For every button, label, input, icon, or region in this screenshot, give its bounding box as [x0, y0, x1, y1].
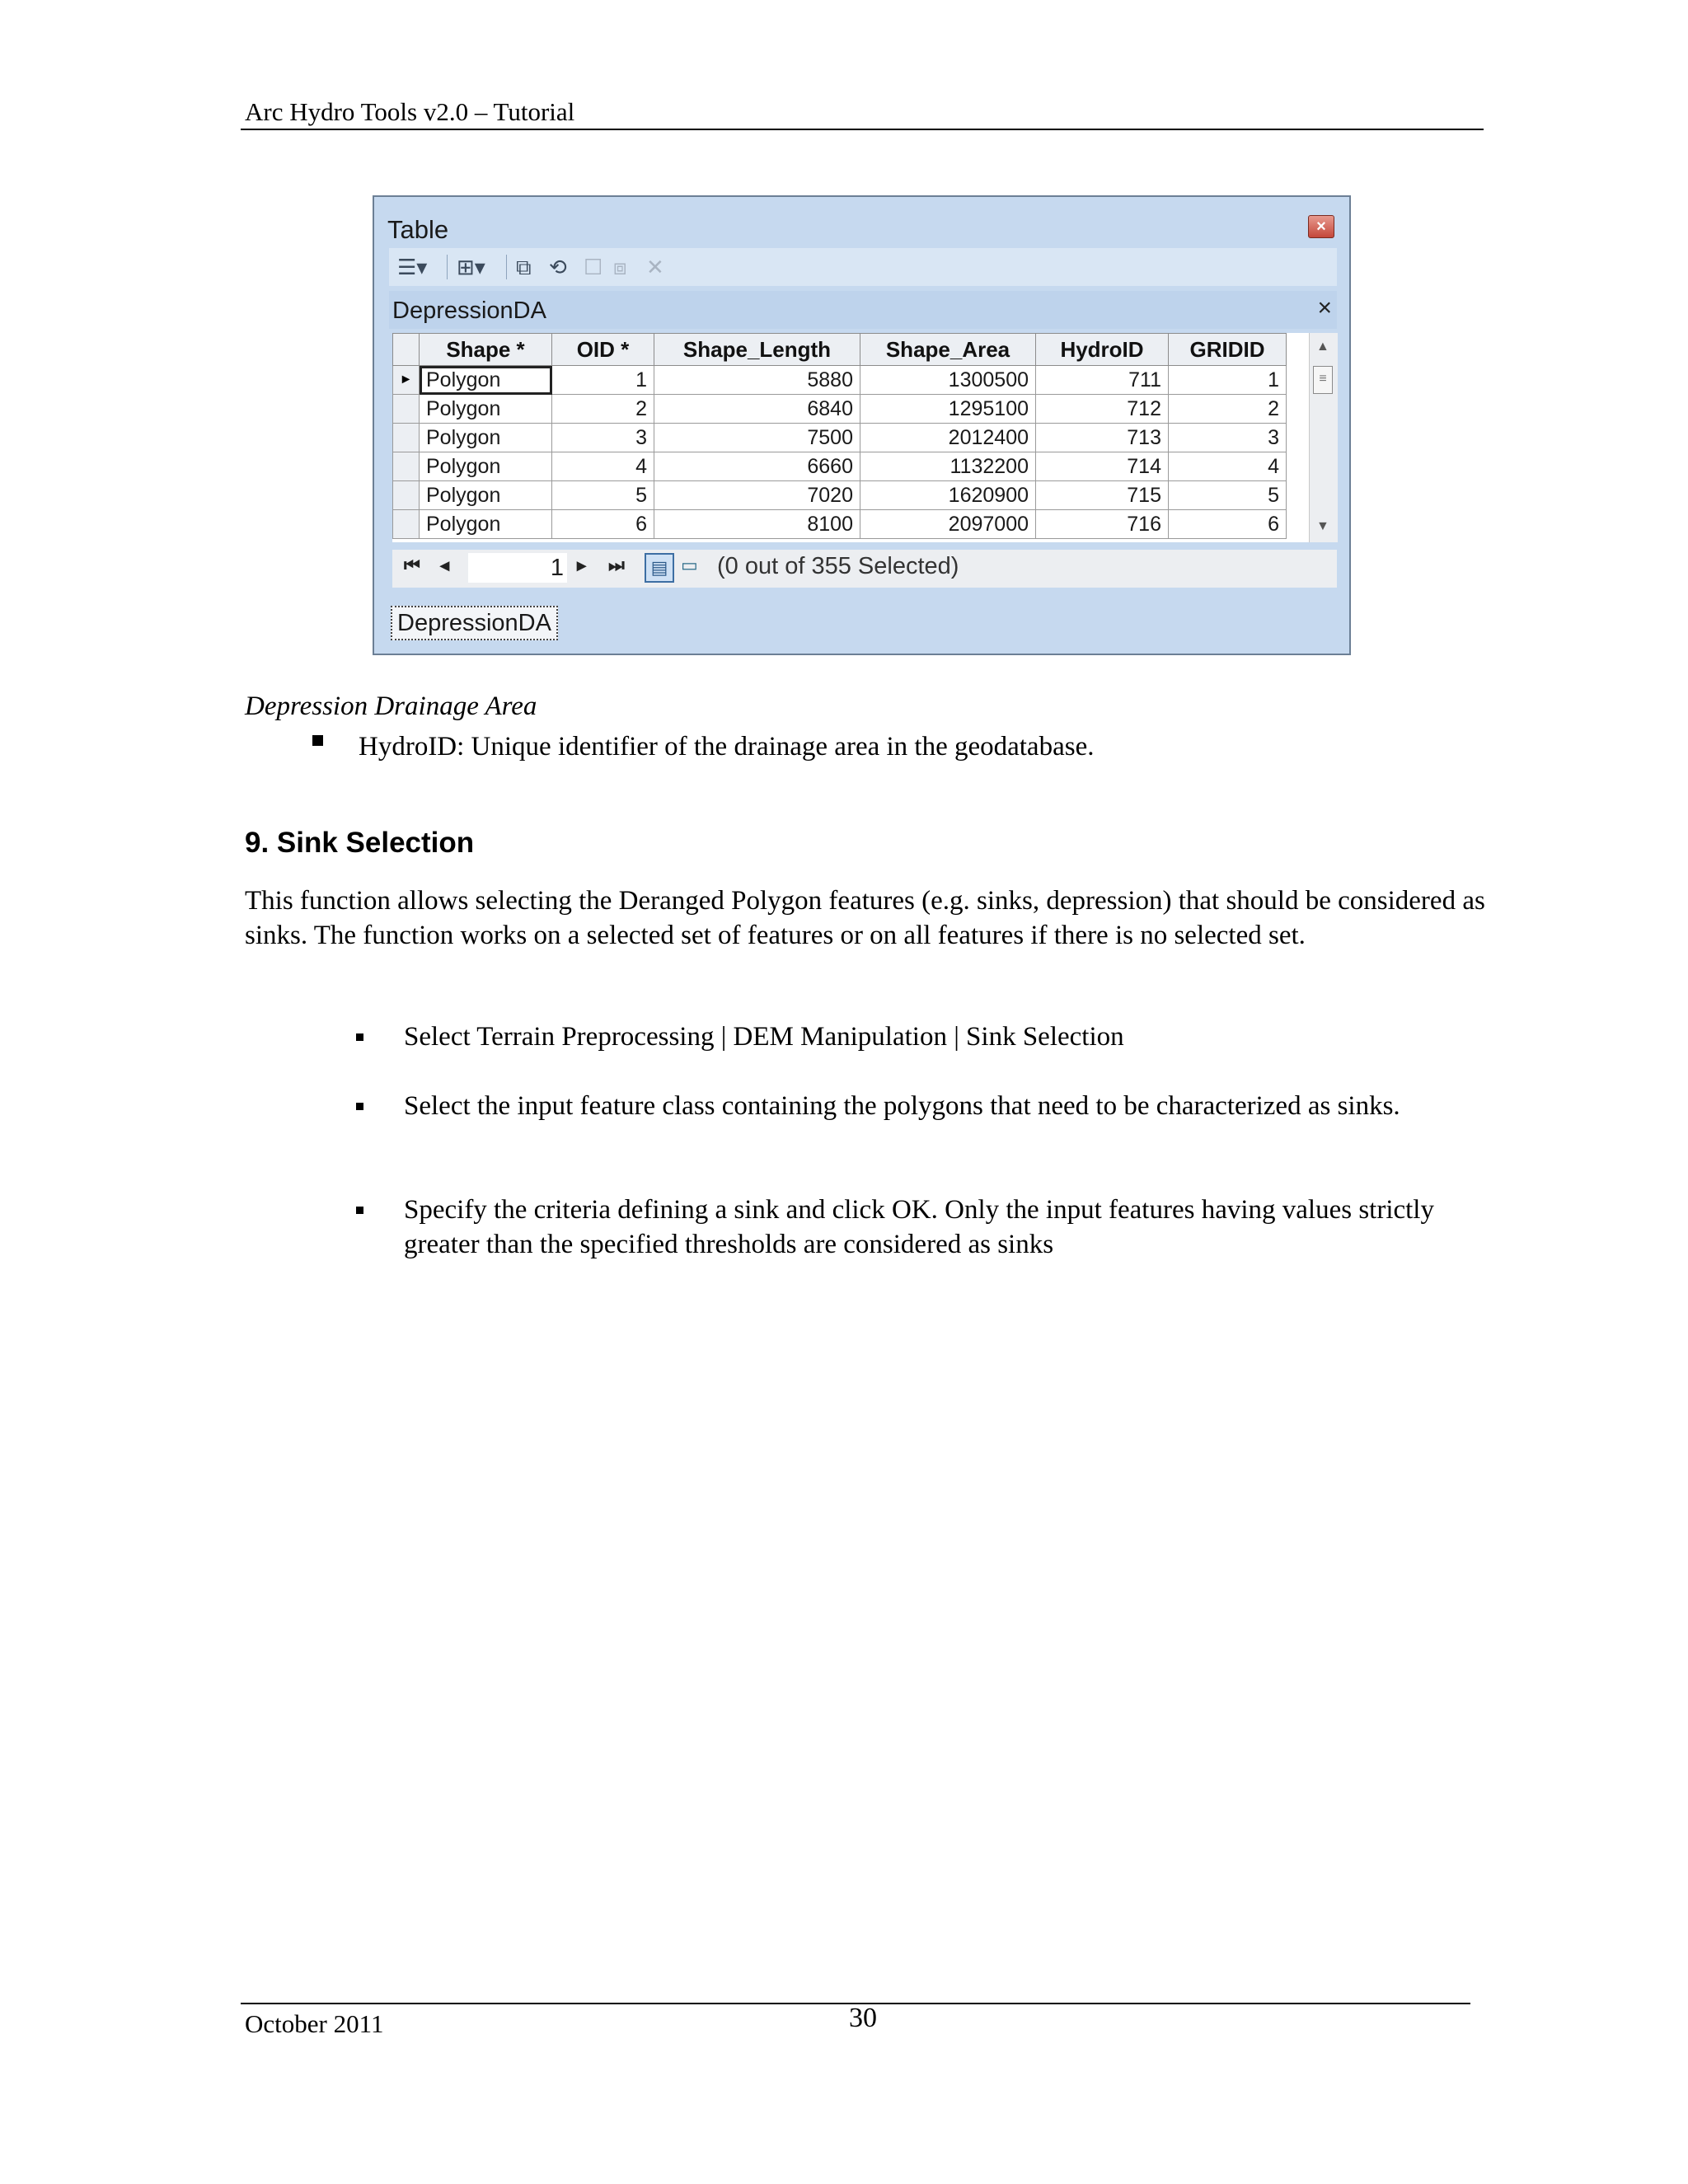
table-cell[interactable]: 711: [1036, 366, 1169, 395]
table-cell[interactable]: 6: [1169, 510, 1287, 539]
table-row[interactable]: [393, 510, 1287, 539]
select-by-attributes-icon[interactable]: ⧉: [516, 255, 532, 279]
bullet-square-icon: [356, 1207, 363, 1214]
table-cell[interactable]: Polygon: [420, 366, 552, 395]
record-navigation-bar: [392, 550, 1337, 588]
row-selector[interactable]: [393, 481, 420, 510]
column-header[interactable]: Shape_Area: [860, 334, 1036, 366]
selection-status: (0 out of 355 Selected): [717, 553, 959, 579]
table-cell[interactable]: 716: [1036, 510, 1169, 539]
table-cell[interactable]: 6: [552, 510, 654, 539]
row-selector[interactable]: [393, 395, 420, 424]
column-header[interactable]: Shape *: [420, 334, 552, 366]
table-options-icon[interactable]: ☰▾: [397, 255, 428, 279]
table-cell[interactable]: 714: [1036, 452, 1169, 481]
page-number: 30: [849, 2003, 877, 2033]
next-record-icon[interactable]: ▸: [577, 555, 587, 575]
step-text: Select Terrain Preprocessing | DEM Manipulation | Sink Selection: [404, 1022, 1124, 1052]
table-cell[interactable]: Polygon: [420, 510, 552, 539]
table-header-row: [393, 334, 1287, 366]
table-cell[interactable]: 4: [1169, 452, 1287, 481]
table-cell[interactable]: 1: [552, 366, 654, 395]
table-cell[interactable]: 3: [552, 424, 654, 452]
column-header[interactable]: OID *: [552, 334, 654, 366]
table-cell[interactable]: 7500: [654, 424, 860, 452]
table-cell[interactable]: 8100: [654, 510, 860, 539]
toolbar-separator: [506, 255, 507, 279]
step-text: Select the input feature class containing the polygons that need to be characterized as sinks.: [404, 1091, 1400, 1121]
column-header[interactable]: GRIDID: [1169, 334, 1287, 366]
table-row[interactable]: [393, 366, 1287, 395]
show-all-records-icon[interactable]: ▤: [645, 553, 674, 583]
figure-caption: Depression Drainage Area: [245, 691, 537, 721]
show-selected-records-icon[interactable]: ▭: [681, 555, 698, 575]
related-tables-icon[interactable]: ⊞▾: [457, 255, 485, 279]
table-cell[interactable]: 1300500: [860, 366, 1036, 395]
table-row[interactable]: [393, 452, 1287, 481]
table-tab-close-icon[interactable]: ×: [1317, 294, 1332, 321]
scroll-down-icon[interactable]: ▼: [1316, 519, 1329, 533]
footer-date: October 2011: [245, 2009, 384, 2038]
table-row[interactable]: [393, 395, 1287, 424]
window-title: Table: [387, 215, 449, 244]
table-cell[interactable]: Polygon: [420, 395, 552, 424]
step-item: [356, 1019, 1477, 1054]
page-header-title: Arc Hydro Tools v2.0 – Tutorial: [245, 97, 575, 126]
table-cell[interactable]: Polygon: [420, 424, 552, 452]
table-cell[interactable]: 6660: [654, 452, 860, 481]
table-window: [373, 195, 1351, 655]
scroll-up-icon[interactable]: ▲: [1316, 340, 1329, 354]
row-selector-current[interactable]: ►: [393, 366, 420, 395]
table-cell[interactable]: 5880: [654, 366, 860, 395]
zoom-to-selected-icon[interactable]: ⧈: [613, 255, 627, 279]
column-header[interactable]: HydroID: [1036, 334, 1169, 366]
section-intro-paragraph: This function allows selecting the Deranged Polygon features (e.g. sinks, depression) that should be considered as sinks. The function works on a selected set of features or on all features if there is no selected set.: [245, 886, 1485, 950]
table-row[interactable]: [393, 424, 1287, 452]
row-selector[interactable]: [393, 424, 420, 452]
row-selector[interactable]: [393, 452, 420, 481]
table-cell[interactable]: 715: [1036, 481, 1169, 510]
table-toolbar: [389, 248, 1337, 286]
current-record-input[interactable]: 1: [468, 553, 567, 583]
bullet-square-icon: [356, 1033, 363, 1041]
step-item: [356, 1193, 1477, 1262]
scroll-thumb[interactable]: ≡: [1313, 366, 1333, 394]
vertical-scrollbar[interactable]: [1309, 333, 1338, 542]
step-item: [356, 1089, 1477, 1123]
bullet-square-icon: [356, 1103, 363, 1110]
row-selector-header: [393, 334, 420, 366]
attribute-table: [392, 333, 1287, 539]
window-close-button[interactable]: ×: [1308, 215, 1334, 238]
header-rule: [241, 129, 1484, 130]
bullet-square-icon: [312, 735, 323, 746]
table-cell[interactable]: 1: [1169, 366, 1287, 395]
switch-selection-icon[interactable]: ⟲: [549, 255, 567, 279]
first-record-icon[interactable]: ⏮: [404, 555, 420, 575]
table-cell[interactable]: 713: [1036, 424, 1169, 452]
table-cell[interactable]: 1295100: [860, 395, 1036, 424]
table-tab-title: DepressionDA: [392, 298, 546, 324]
table-cell[interactable]: Polygon: [420, 481, 552, 510]
clear-selection-icon[interactable]: ☐: [584, 255, 603, 279]
attribute-grid: [392, 333, 1309, 542]
column-header[interactable]: Shape_Length: [654, 334, 860, 366]
table-tab-header: [389, 291, 1337, 329]
table-cell[interactable]: 1620900: [860, 481, 1036, 510]
table-bottom-tab[interactable]: DepressionDA: [391, 606, 558, 640]
toolbar-separator: [447, 255, 448, 279]
table-cell[interactable]: 2: [1169, 395, 1287, 424]
caption-bullet-text: HydroID: Unique identifier of the drainage area in the geodatabase.: [359, 732, 1095, 762]
previous-record-icon[interactable]: ◂: [440, 555, 450, 575]
table-cell[interactable]: 1132200: [860, 452, 1036, 481]
table-cell[interactable]: Polygon: [420, 452, 552, 481]
table-cell[interactable]: 4: [552, 452, 654, 481]
table-cell[interactable]: 2: [552, 395, 654, 424]
table-cell[interactable]: 3: [1169, 424, 1287, 452]
table-cell[interactable]: 5: [552, 481, 654, 510]
section-heading: 9. Sink Selection: [245, 827, 475, 859]
delete-selected-icon[interactable]: ✕: [646, 255, 664, 279]
table-cell[interactable]: 2097000: [860, 510, 1036, 539]
table-cell[interactable]: 712: [1036, 395, 1169, 424]
row-selector[interactable]: [393, 510, 420, 539]
table-row[interactable]: [393, 481, 1287, 510]
table-cell[interactable]: 2012400: [860, 424, 1036, 452]
table-cell[interactable]: 7020: [654, 481, 860, 510]
table-cell[interactable]: 6840: [654, 395, 860, 424]
last-record-icon[interactable]: ⏭: [608, 555, 625, 575]
step-text: Specify the criteria defining a sink and click OK. Only the input features having values strictly greater than the specified thresholds are considered as sinks: [404, 1195, 1434, 1259]
table-cell[interactable]: 5: [1169, 481, 1287, 510]
